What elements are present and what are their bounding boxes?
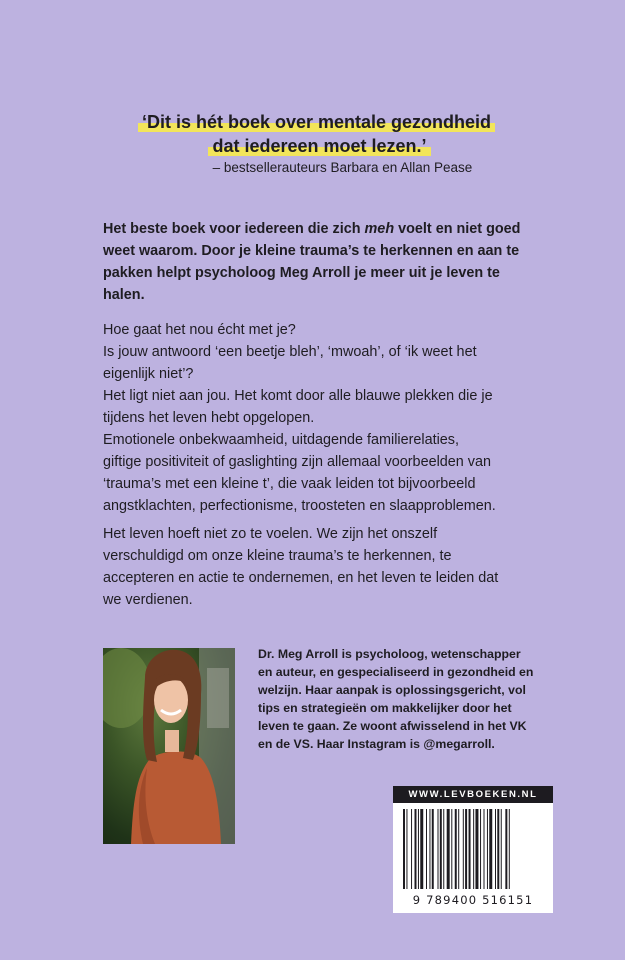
body-line: Is jouw antwoord ‘een beetje bleh’, ‘mwoah’, of ‘ik weet het bbox=[103, 344, 477, 360]
bio-line: welzijn. Haar aanpak is oplossingsgericht, vol bbox=[258, 683, 526, 697]
body-line: eigenlijk niet’? bbox=[103, 366, 194, 382]
bio-line: en auteur, en gespecialiseerd in gezondheid en bbox=[258, 665, 534, 679]
body-line: Het ligt niet aan jou. Het komt door alle blauwe plekken die je bbox=[103, 388, 493, 404]
intro-text-2: voelt en niet goed weet waarom. Door je kleine trauma’s te herkennen en aan te pakken helpt psycholoog Meg Arroll je meer uit je leven te halen. bbox=[103, 221, 521, 303]
author-portrait-illustration bbox=[103, 648, 235, 844]
barcode-bar bbox=[469, 809, 471, 889]
barcode-bar bbox=[426, 809, 427, 889]
quote-line-1: ‘Dit is hét boek over mentale gezondheid bbox=[138, 110, 495, 134]
barcode-bar bbox=[501, 809, 502, 889]
bio-line: leven te gaan. Ze woont afwisselend in het VK bbox=[258, 719, 527, 733]
body-line: ‘trauma’s met een kleine t’, die vaak leiden tot bijvoorbeeld bbox=[103, 476, 476, 492]
body-line: giftige positiviteit of gaslighting zijn allemaal voorbeelden van bbox=[103, 454, 491, 470]
author-bio bbox=[258, 645, 558, 753]
barcode-bar bbox=[509, 809, 510, 889]
barcode-bar bbox=[438, 809, 439, 889]
barcode-bar bbox=[443, 809, 444, 889]
barcode-bar bbox=[484, 809, 485, 889]
publisher-url: WWW.LEVBOEKEN.NL bbox=[393, 786, 553, 803]
barcode-bar bbox=[465, 809, 467, 889]
barcode-bar bbox=[415, 809, 417, 889]
barcode-bar bbox=[487, 809, 488, 889]
body-paragraph-1 bbox=[103, 319, 543, 517]
body-line: Hoe gaat het nou écht met je? bbox=[103, 322, 296, 338]
barcode-panel bbox=[393, 786, 553, 913]
body-line: Het leven hoeft niet zo te voelen. We zijn het onszelf bbox=[103, 526, 438, 542]
quote-attribution: – bestsellerauteurs Barbara en Allan Pease bbox=[212, 160, 473, 175]
quote-line-2: dat iedereen moet lezen.’ bbox=[208, 134, 430, 158]
barcode-bar bbox=[463, 809, 464, 889]
endorsement-quote bbox=[0, 110, 625, 178]
barcode-bar bbox=[473, 809, 474, 889]
body-line: tijdens het leven hebt opgelopen. bbox=[103, 410, 315, 426]
body-line: accepteren en actie te ondernemen, en het leven te leiden dat bbox=[103, 570, 499, 586]
body-paragraph-2 bbox=[103, 523, 543, 611]
barcode-bar bbox=[432, 809, 434, 889]
barcode-bar bbox=[497, 809, 499, 889]
barcode-bar bbox=[505, 809, 507, 889]
barcode-bar bbox=[440, 809, 442, 889]
barcode-bar bbox=[475, 809, 478, 889]
barcode-bar bbox=[420, 809, 423, 889]
body-line: Emotionele onbekwaamheid, uitdagende familierelaties, bbox=[103, 432, 459, 448]
barcode-area bbox=[393, 803, 553, 913]
barcode-bars bbox=[403, 809, 543, 889]
barcode-bar bbox=[406, 809, 407, 889]
isbn-number: 9 789400 516151 bbox=[412, 893, 534, 907]
barcode-bar bbox=[455, 809, 457, 889]
barcode-bar bbox=[429, 809, 430, 889]
barcode-bar bbox=[447, 809, 450, 889]
barcode-bar bbox=[489, 809, 492, 889]
intro-paragraph bbox=[103, 218, 543, 306]
barcode-bar bbox=[495, 809, 496, 889]
barcode-bar bbox=[418, 809, 419, 889]
body-line: verschuldigd om onze kleine trauma’s te herkennen, te bbox=[103, 548, 452, 564]
intro-text-1: Het beste boek voor iedereen die zich bbox=[103, 221, 365, 237]
barcode-bar bbox=[403, 809, 405, 889]
bio-line: en de VS. Haar Instagram is @megarroll. bbox=[258, 737, 495, 751]
barcode-bar bbox=[458, 809, 459, 889]
barcode-bar bbox=[480, 809, 481, 889]
body-line: we verdienen. bbox=[103, 592, 193, 608]
barcode-bar bbox=[451, 809, 452, 889]
barcode-bar bbox=[411, 809, 412, 889]
bio-line: Dr. Meg Arroll is psycholoog, wetenschapper bbox=[258, 647, 521, 661]
author-photo bbox=[103, 648, 235, 844]
intro-emphasis: meh bbox=[364, 221, 395, 237]
bio-line: tips en strategieën om makkelijker door het bbox=[258, 701, 512, 715]
body-line: angstklachten, perfectionisme, troosteten en slaapproblemen. bbox=[103, 498, 496, 514]
